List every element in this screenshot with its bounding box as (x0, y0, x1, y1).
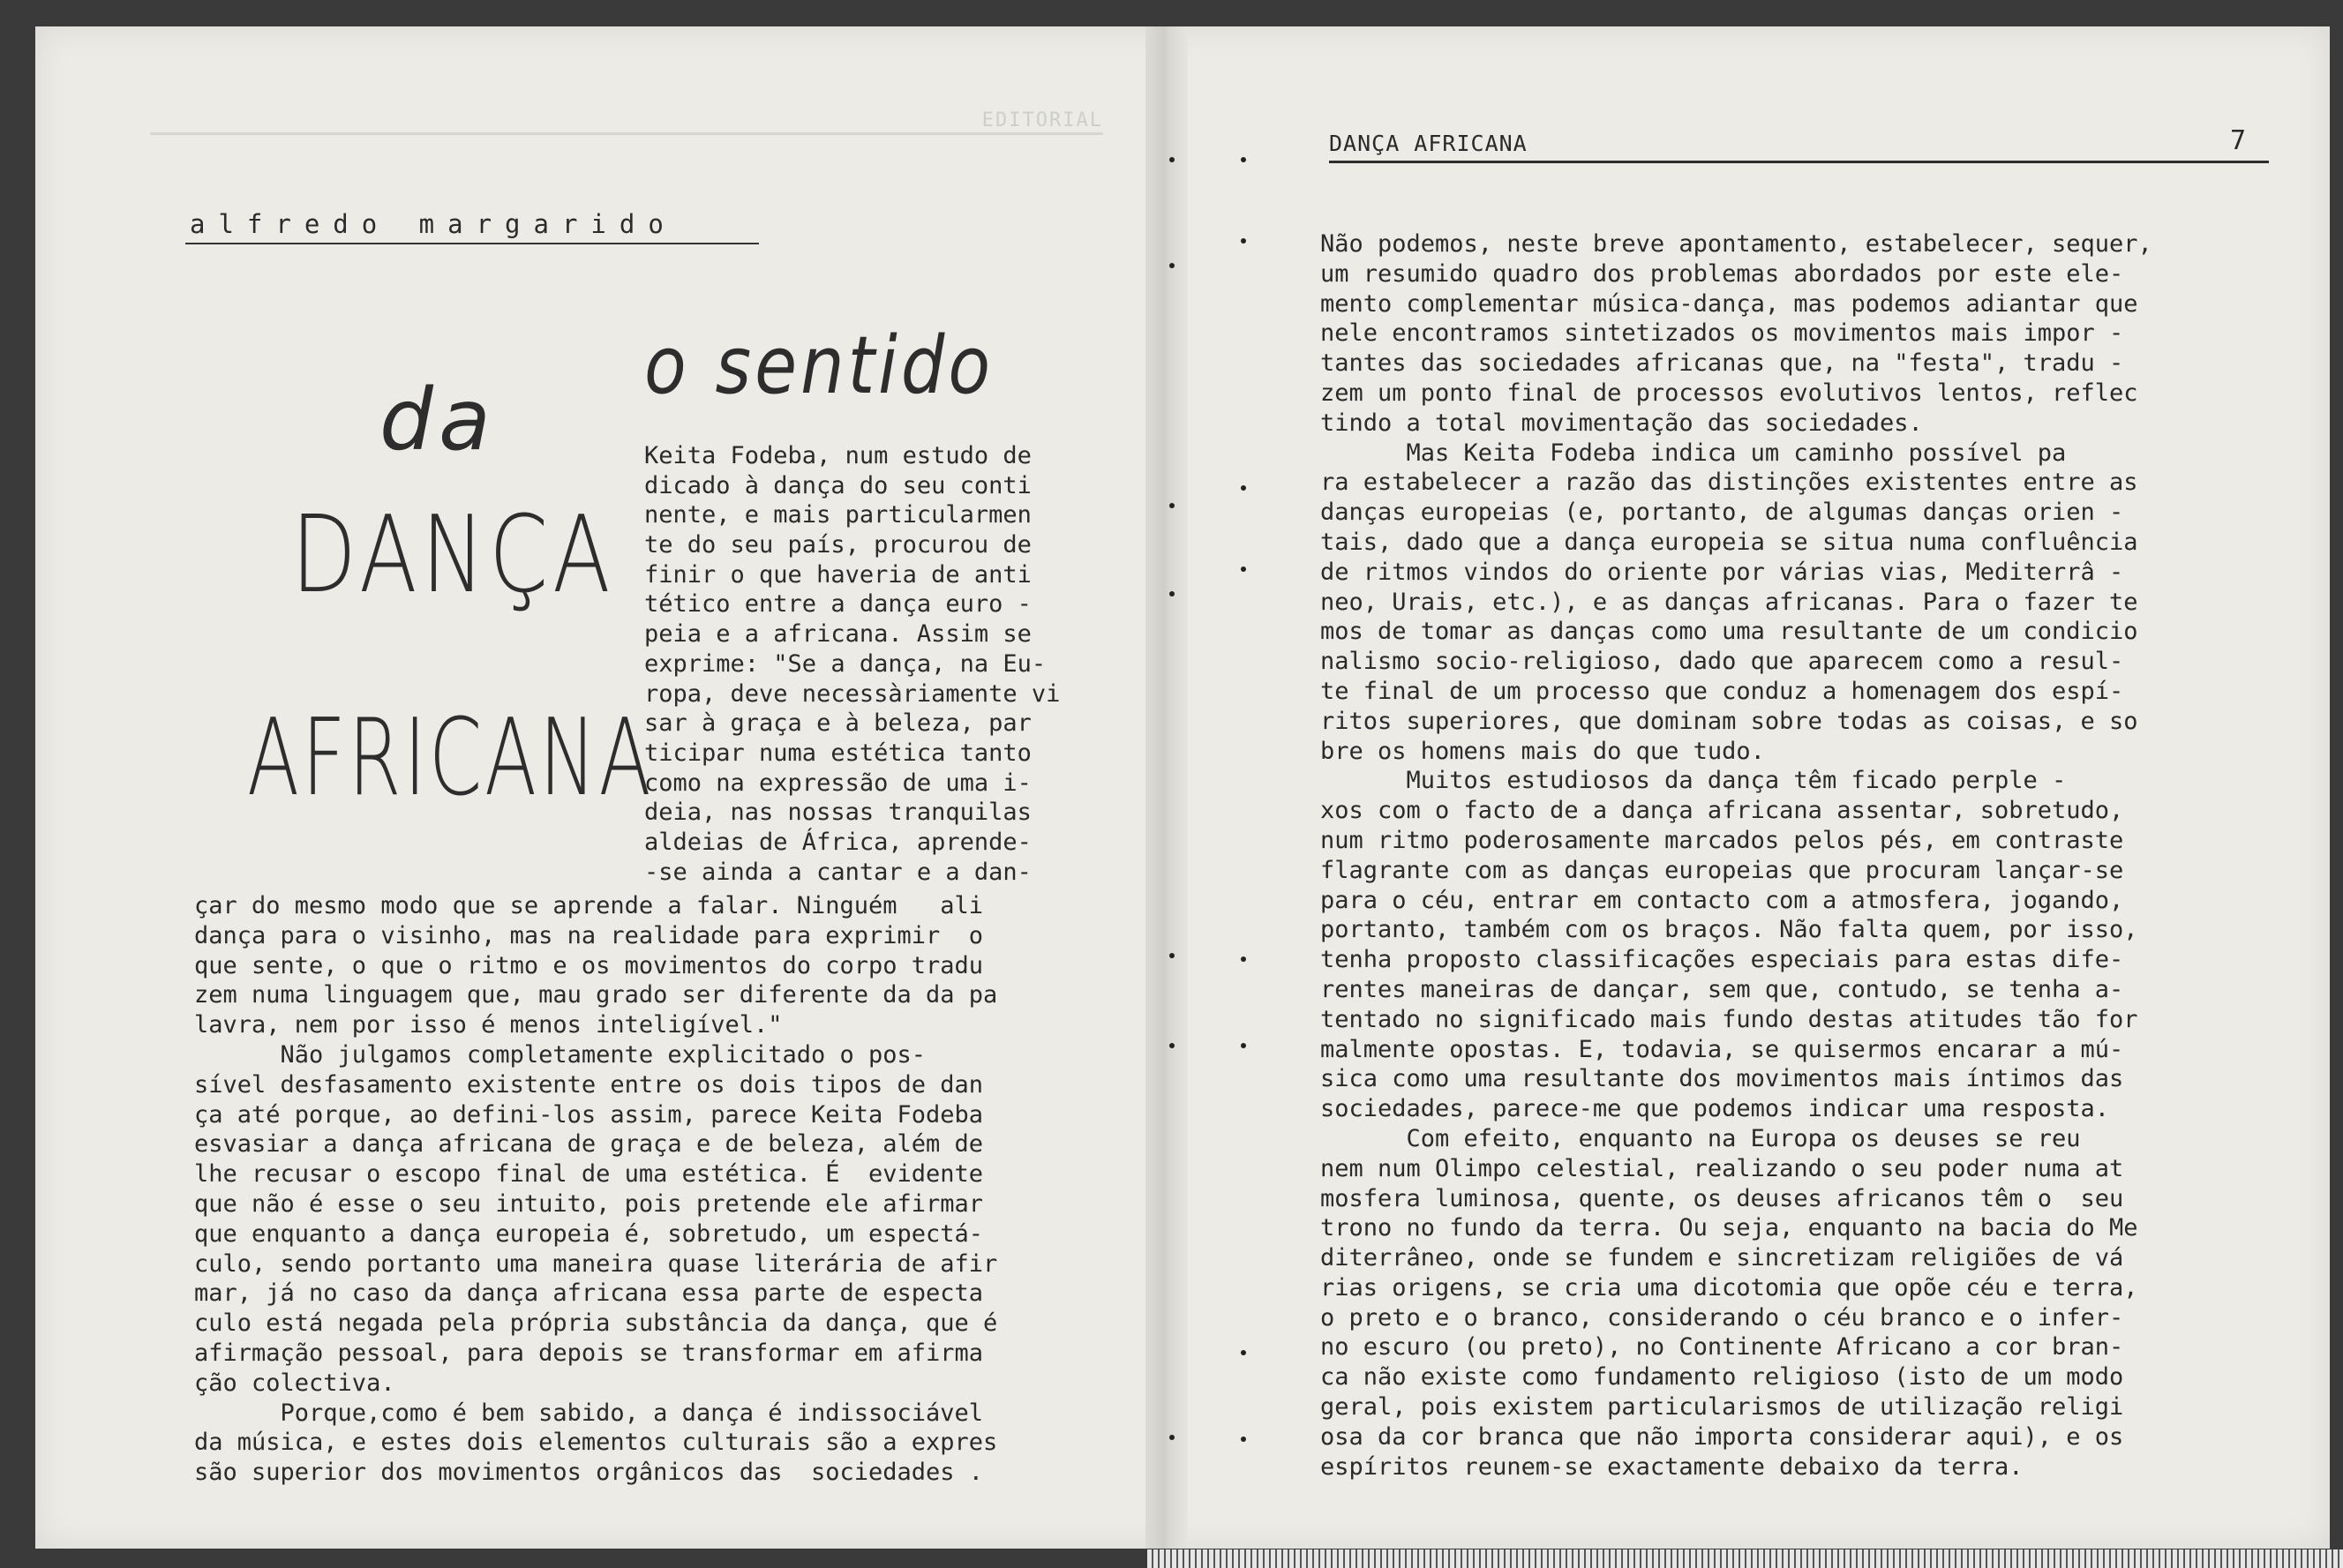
text-line: ritos superiores, que dominam sobre todas as coisas, e so (1320, 707, 2138, 735)
running-header-title: DANÇA AFRICANA (1329, 131, 1528, 156)
text-line: flagrante com as danças europeias que procuram lançar-se (1320, 856, 2124, 884)
text-line: um resumido quadro dos problemas abordados por este ele- (1320, 259, 2124, 288)
binding-hole (1169, 157, 1175, 162)
text-line: nem num Olimpo celestial, realizando o seu poder numa at (1320, 1154, 2124, 1182)
text-line: mar, já no caso da dança africana essa parte de especta (194, 1279, 984, 1308)
text-line: portanto, também com os braços. Não falta quem, por isso, (1320, 916, 2138, 944)
text-line: rias origens, se cria uma dicotomia que opõe céu e terra, (1320, 1273, 2138, 1302)
text-line: sível desfasamento existente entre os dois tipos de dan (194, 1070, 984, 1099)
text-line: Keita Fodeba, num estudo de (644, 442, 1032, 469)
text-line: tenha proposto classificações especiais para estas dife- (1320, 946, 2124, 974)
text-line: espíritos reunem-se exactamente debaixo da terra. (1320, 1452, 2024, 1481)
text-line: para o céu, entrar em contacto com a atmosfera, jogando, (1320, 886, 2124, 914)
text-line: Porque,como é bem sabido, a dança é indissociável (194, 1399, 984, 1427)
text-line: peia e a africana. Assim se (644, 620, 1032, 649)
text-line: nele encontramos sintetizados os movimentos mais impor - (1320, 319, 2124, 348)
text-line: ticipar numa estética tanto (644, 739, 1032, 767)
binding-hole (1169, 503, 1175, 508)
author-underline (185, 243, 759, 244)
text-line: num ritmo poderosamente marcados pelos pés, em contraste (1320, 826, 2124, 854)
binding-hole (1241, 566, 1246, 572)
binding-hole (1241, 957, 1246, 962)
text-line: o preto e o branco, considerando o céu branco e o infer- (1320, 1303, 2124, 1332)
text-line: rentes maneiras de dançar, sem que, contudo, se tenha a- (1320, 975, 2124, 1003)
text-line: deia, nas nossas tranquilas (644, 799, 1032, 827)
text-line: ra estabelecer a razão das distinções existentes entre as (1320, 469, 2138, 497)
text-line: sociedades, parece-me que podemos indicar uma resposta. (1320, 1095, 2110, 1123)
text-line: osa da cor branca que não importa considerar aqui), e os (1320, 1422, 2124, 1451)
text-line: geral, pois existem particularismos de utilização religi (1320, 1393, 2124, 1422)
text-line: lhe recusar o escopo final de uma estética. É evidente (194, 1160, 984, 1189)
right-text-column (1320, 229, 2152, 1482)
ghost-header (150, 109, 1103, 135)
text-line: mosfera luminosa, quente, os deuses africanos têm o seu (1320, 1184, 2124, 1212)
binding-hole (1169, 1043, 1175, 1048)
text-line: ça até porque, ao defini-los assim, parece Keita Fodeba (194, 1100, 984, 1129)
text-line: de ritmos vindos do oriente por várias vias, Mediterrâ - (1320, 558, 2124, 586)
text-line: afirmação pessoal, para depois se transformar em afirma (194, 1339, 984, 1367)
book-gutter (1145, 26, 1188, 1549)
binding-hole (1169, 953, 1175, 958)
text-line: tentado no significado mais fundo destas atitudes tão for (1320, 1005, 2138, 1033)
text-line: Muitos estudiosos da dança têm ficado perple - (1320, 767, 2067, 795)
text-line: dança para o visinho, mas na realidade para exprimir o (194, 921, 984, 949)
text-line: ca não existe como fundamento religioso (isto de um modo (1320, 1363, 2124, 1392)
text-line: te do seu país, procurou de (644, 531, 1032, 559)
title-africana: AFRICANA (247, 697, 654, 820)
page-number: 7 (2229, 125, 2247, 156)
text-line: tantes das sociedades africanas que, na "festa", tradu - (1320, 349, 2124, 378)
text-line: tais, dado que a dança europeia se situa numa confluência (1320, 528, 2138, 556)
binding-hole (1241, 1043, 1246, 1048)
binding-hole (1241, 157, 1246, 162)
text-line: tético entre a dança euro - (644, 590, 1032, 619)
text-line: neo, Urais, etc.), e as danças africanas. Para o fazer te (1320, 588, 2138, 616)
text-line: te final de um processo que conduz a homenagem dos espí- (1320, 677, 2124, 705)
text-line: como na expressão de uma i- (644, 769, 1032, 797)
left-page (35, 26, 1145, 1549)
title-danca: DANÇA (291, 494, 615, 617)
right-page (1188, 26, 2330, 1549)
binding-hole (1241, 238, 1246, 244)
text-line: no escuro (ou preto), no Continente Africano a cor bran- (1320, 1333, 2124, 1362)
text-line: bre os homens mais do que tudo. (1320, 737, 1765, 765)
text-line: nalismo socio-religioso, dado que aparecem como a resul- (1320, 648, 2124, 676)
text-line: mento complementar música-dança, mas podemos adiantar que (1320, 289, 2138, 318)
text-line: xos com o facto de a dança africana assentar, sobretudo, (1320, 797, 2124, 825)
text-line: finir o que haveria de anti (644, 560, 1032, 589)
text-line: culo, sendo portanto uma maneira quase literária de afir (194, 1249, 998, 1278)
binding-hole (1169, 1435, 1175, 1440)
binding-hole (1241, 485, 1246, 491)
text-line: nente, e mais particularmen (644, 501, 1032, 529)
text-line: mos de tomar as danças como uma resultante de um condicio (1320, 618, 2138, 646)
text-line: Com efeito, enquanto na Europa os deuses se reu (1320, 1124, 2081, 1152)
binding-hole (1241, 1437, 1246, 1442)
text-line: Mas Keita Fodeba indica um caminho possível pa (1320, 439, 2067, 467)
text-line: aldeias de África, aprende- (644, 828, 1032, 856)
text-line: Não julgamos completamente explicitado o pos- (194, 1040, 927, 1069)
binding-hole (1169, 263, 1175, 268)
text-line: lavra, nem por isso é menos inteligível." (194, 1011, 783, 1039)
text-line: exprime: "Se a dança, na Eu- (644, 649, 1047, 678)
text-line: que não é esse o seu intuito, pois pretende ele afirmar (194, 1189, 984, 1218)
text-line: sica como uma resultante dos movimentos mais íntimos das (1320, 1065, 2124, 1093)
text-line: esvasiar a dança africana de graça e de beleza, além de (194, 1130, 984, 1159)
binding-hole (1241, 1350, 1246, 1355)
ghost-header-text: EDITORIAL (981, 109, 1103, 131)
author-name: alfredo margarido (190, 209, 677, 239)
left-wide-column (194, 891, 997, 1488)
text-line: culo está negada pela própria substância da dança, que é (194, 1309, 998, 1338)
left-narrow-column (644, 441, 1060, 887)
text-line: zem um ponto final de processos evolutivos lentos, reflec (1320, 379, 2138, 407)
text-line: sar à graça e à beleza, par (644, 709, 1032, 738)
text-line: ção colectiva. (194, 1369, 395, 1397)
scale-ruler (1147, 1549, 2343, 1568)
text-line: danças europeias (e, portanto, de algumas danças orien - (1320, 499, 2124, 527)
text-line: ropa, deve necessàriamente vi (644, 679, 1061, 708)
text-line: tindo a total movimentação das sociedades. (1320, 409, 1923, 437)
text-line: çar do mesmo modo que se aprende a falar. Ninguém ali (194, 892, 984, 919)
binding-hole (1169, 591, 1175, 596)
text-line: que sente, o que o ritmo e os movimentos do corpo tradu (194, 951, 984, 979)
text-line: que enquanto a dança europeia é, sobretudo, um espectá- (194, 1219, 984, 1248)
text-line: da música, e estes dois elementos culturais são a expres (194, 1429, 998, 1457)
text-line: -se ainda a cantar e a dan- (644, 858, 1032, 886)
text-line: diterrâneo, onde se fundem e sincretizam religiões de vá (1320, 1244, 2124, 1272)
text-line: Não podemos, neste breve apontamento, estabelecer, sequer, (1320, 230, 2152, 258)
text-line: trono no fundo da terra. Ou seja, enquanto na bacia do Me (1320, 1214, 2138, 1242)
text-line: são superior dos movimentos orgânicos das sociedades . (194, 1459, 984, 1487)
title-o-sentido: o sentido (644, 320, 995, 412)
text-line: malmente opostas. E, todavia, se quisermos encarar a mú- (1320, 1035, 2124, 1063)
running-header-rule (1329, 161, 2269, 163)
text-line: zem numa linguagem que, mau grado ser diferente da da pa (194, 981, 998, 1009)
title-da: da (379, 371, 496, 469)
text-line: dicado à dança do seu conti (644, 471, 1032, 499)
